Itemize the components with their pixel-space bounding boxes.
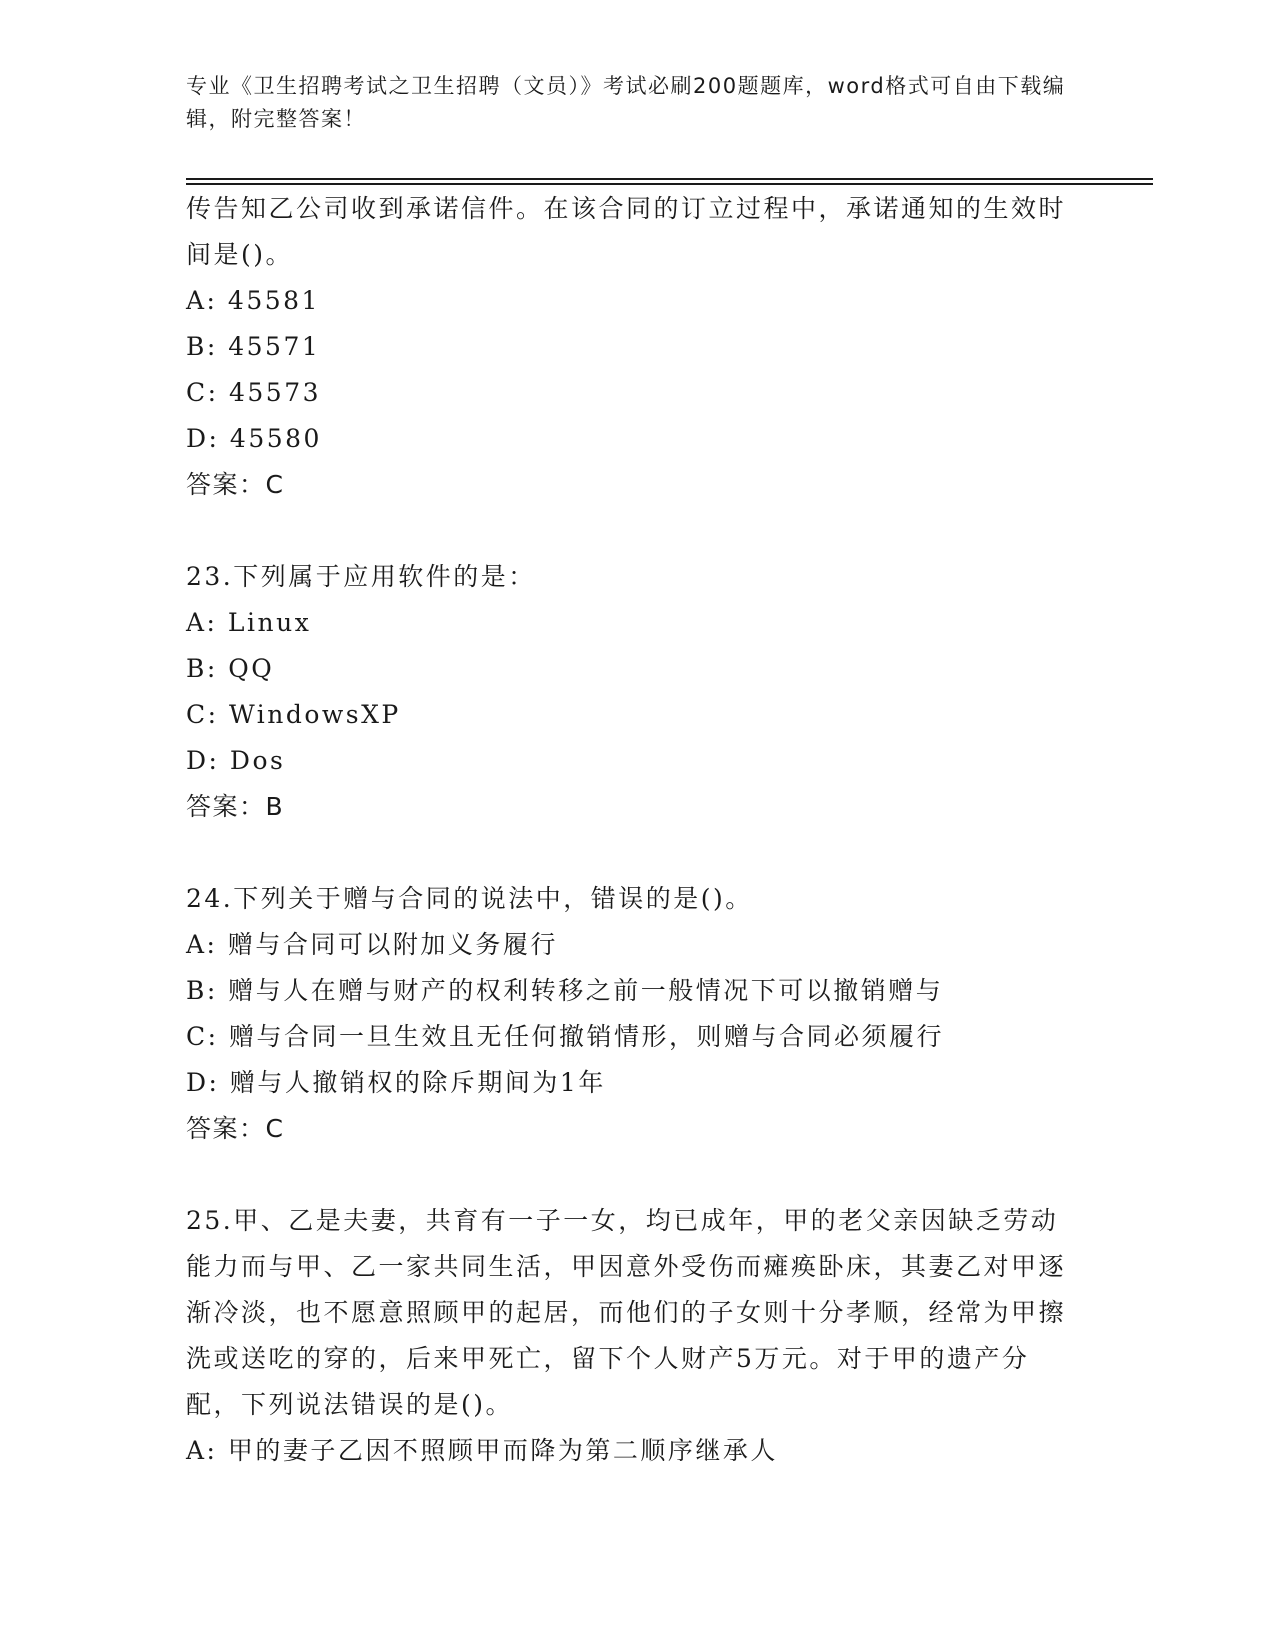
answer-line: 答案：C	[186, 1114, 285, 1143]
question-22	[186, 186, 1076, 508]
question-text: 24.下列关于赠与合同的说法中，错误的是()。	[186, 884, 753, 913]
header-divider-top	[186, 178, 1153, 180]
option-d: D: 45580	[186, 424, 322, 453]
question-25	[186, 1198, 1076, 1474]
option-c: C: 赠与合同一旦生效且无任何撤销情形，则赠与合同必须履行	[186, 1022, 945, 1051]
option-d: D: 赠与人撤销权的除斥期间为1年	[186, 1068, 606, 1097]
option-a: A: 甲的妻子乙因不照顾甲而降为第二顺序继承人	[186, 1436, 778, 1465]
option-b: B: 45571	[186, 332, 321, 361]
question-list	[186, 186, 1076, 1474]
option-a: A: 45581	[186, 286, 320, 315]
option-d: D: Dos	[186, 746, 286, 775]
question-24	[186, 876, 1076, 1152]
option-a: A: 赠与合同可以附加义务履行	[186, 930, 558, 959]
answer-line: 答案：C	[186, 470, 285, 499]
option-c: C: 45573	[186, 378, 322, 407]
document-header: 专业《卫生招聘考试之卫生招聘（文员）》考试必刷200题题库，word格式可自由下载编辑，附完整答案！	[186, 74, 1066, 131]
question-text: 23.下列属于应用软件的是：	[186, 562, 536, 591]
option-c: C: WindowsXP	[186, 700, 401, 729]
question-text: 25.甲、乙是夫妻，共育有一子一女，均已成年，甲的老父亲因缺乏劳动能力而与甲、乙一家共同生活，甲因意外受伤而瘫痪卧床，其妻乙对甲逐渐冷淡，也不愿意照顾甲的起居，而他们的子女则十分孝顺，经常为甲擦洗或送吃的穿的，后来甲死亡，留下个人财产5万元。对于甲的遗产分配，下列说法错误的是()。	[186, 1206, 1067, 1419]
question-text: 传告知乙公司收到承诺信件。在该合同的订立过程中，承诺通知的生效时间是()。	[186, 194, 1067, 269]
option-b: B: QQ	[186, 654, 275, 683]
answer-line: 答案：B	[186, 792, 285, 821]
option-a: A: Linux	[186, 608, 312, 637]
question-23	[186, 554, 1076, 830]
header-divider-bottom	[186, 183, 1153, 185]
option-b: B: 赠与人在赠与财产的权利转移之前一般情况下可以撤销赠与	[186, 976, 944, 1005]
